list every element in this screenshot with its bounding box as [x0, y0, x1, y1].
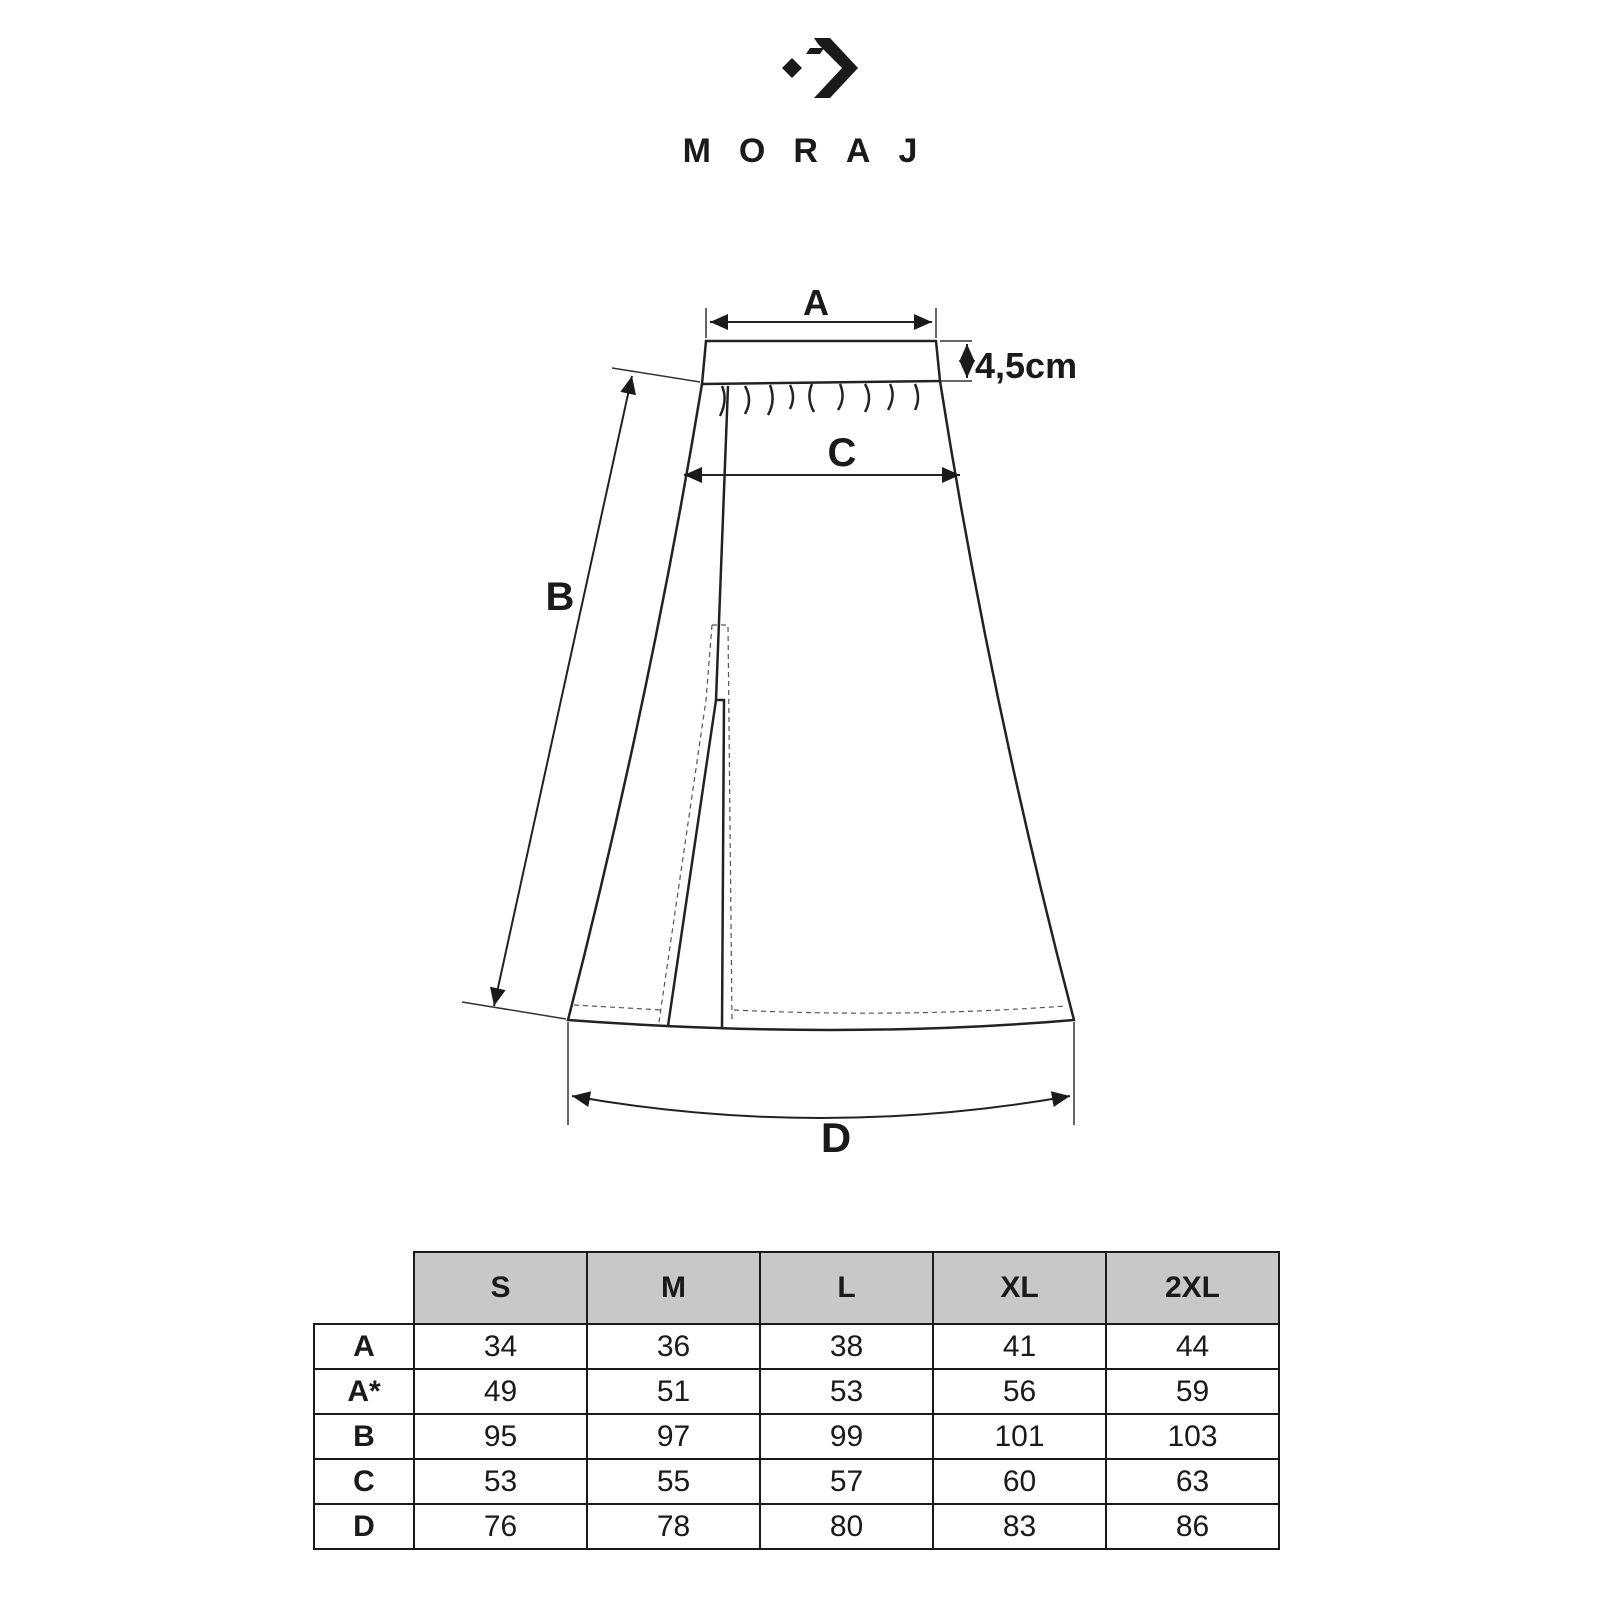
column-header: M	[587, 1252, 760, 1324]
table-cell: 59	[1106, 1369, 1279, 1414]
table-cell: 34	[414, 1324, 587, 1369]
stitch-lines	[574, 625, 1066, 1022]
table-row	[314, 1459, 1279, 1504]
row-label: B	[314, 1414, 414, 1459]
brand-name: MORAJ	[682, 132, 946, 170]
table-cell: 55	[587, 1459, 760, 1504]
label-d: D	[820, 1114, 852, 1161]
row-label: A	[314, 1324, 414, 1369]
column-header: XL	[933, 1252, 1106, 1324]
table-cell: 86	[1106, 1504, 1279, 1549]
table-row	[314, 1504, 1279, 1549]
dimension-waistband	[940, 341, 1077, 386]
table-cell: 56	[933, 1369, 1106, 1414]
row-label: D	[314, 1504, 414, 1549]
table-cell: 97	[587, 1414, 760, 1459]
table-cell: 80	[760, 1504, 933, 1549]
column-header: S	[414, 1252, 587, 1324]
table-cell: 78	[587, 1504, 760, 1549]
table-cell: 49	[414, 1369, 587, 1414]
table-cell: 63	[1106, 1459, 1279, 1504]
dimension-d	[568, 1022, 1074, 1161]
table-cell: 38	[760, 1324, 933, 1369]
table-cell: 83	[933, 1504, 1106, 1549]
table-cell: 101	[933, 1414, 1106, 1459]
dimension-b	[462, 368, 700, 1019]
table-cell: 41	[933, 1324, 1106, 1369]
table-header-row	[314, 1252, 1279, 1324]
table-cell: 57	[760, 1459, 933, 1504]
table-row	[314, 1414, 1279, 1459]
table-row	[314, 1369, 1279, 1414]
row-label: A*	[314, 1369, 414, 1414]
column-header: 2XL	[1106, 1252, 1279, 1324]
size-table	[313, 1251, 1280, 1550]
row-label: C	[314, 1459, 414, 1504]
label-a: A	[803, 282, 829, 323]
label-waistband: 4,5cm	[975, 345, 1078, 386]
skirt-outline	[568, 341, 1074, 1030]
dimension-a	[706, 282, 936, 338]
table-cell: 60	[933, 1459, 1106, 1504]
table-cell: 103	[1106, 1414, 1279, 1459]
table-cell: 36	[587, 1324, 760, 1369]
column-header: L	[760, 1252, 933, 1324]
label-c: C	[827, 431, 857, 475]
table-corner	[314, 1252, 414, 1324]
table-cell: 51	[587, 1369, 760, 1414]
label-b: B	[545, 575, 575, 619]
table-cell: 53	[414, 1459, 587, 1504]
table-cell: 44	[1106, 1324, 1279, 1369]
table-cell: 53	[760, 1369, 933, 1414]
table-row	[314, 1324, 1279, 1369]
table-cell: 95	[414, 1414, 587, 1459]
table-cell: 76	[414, 1504, 587, 1549]
table-cell: 99	[760, 1414, 933, 1459]
